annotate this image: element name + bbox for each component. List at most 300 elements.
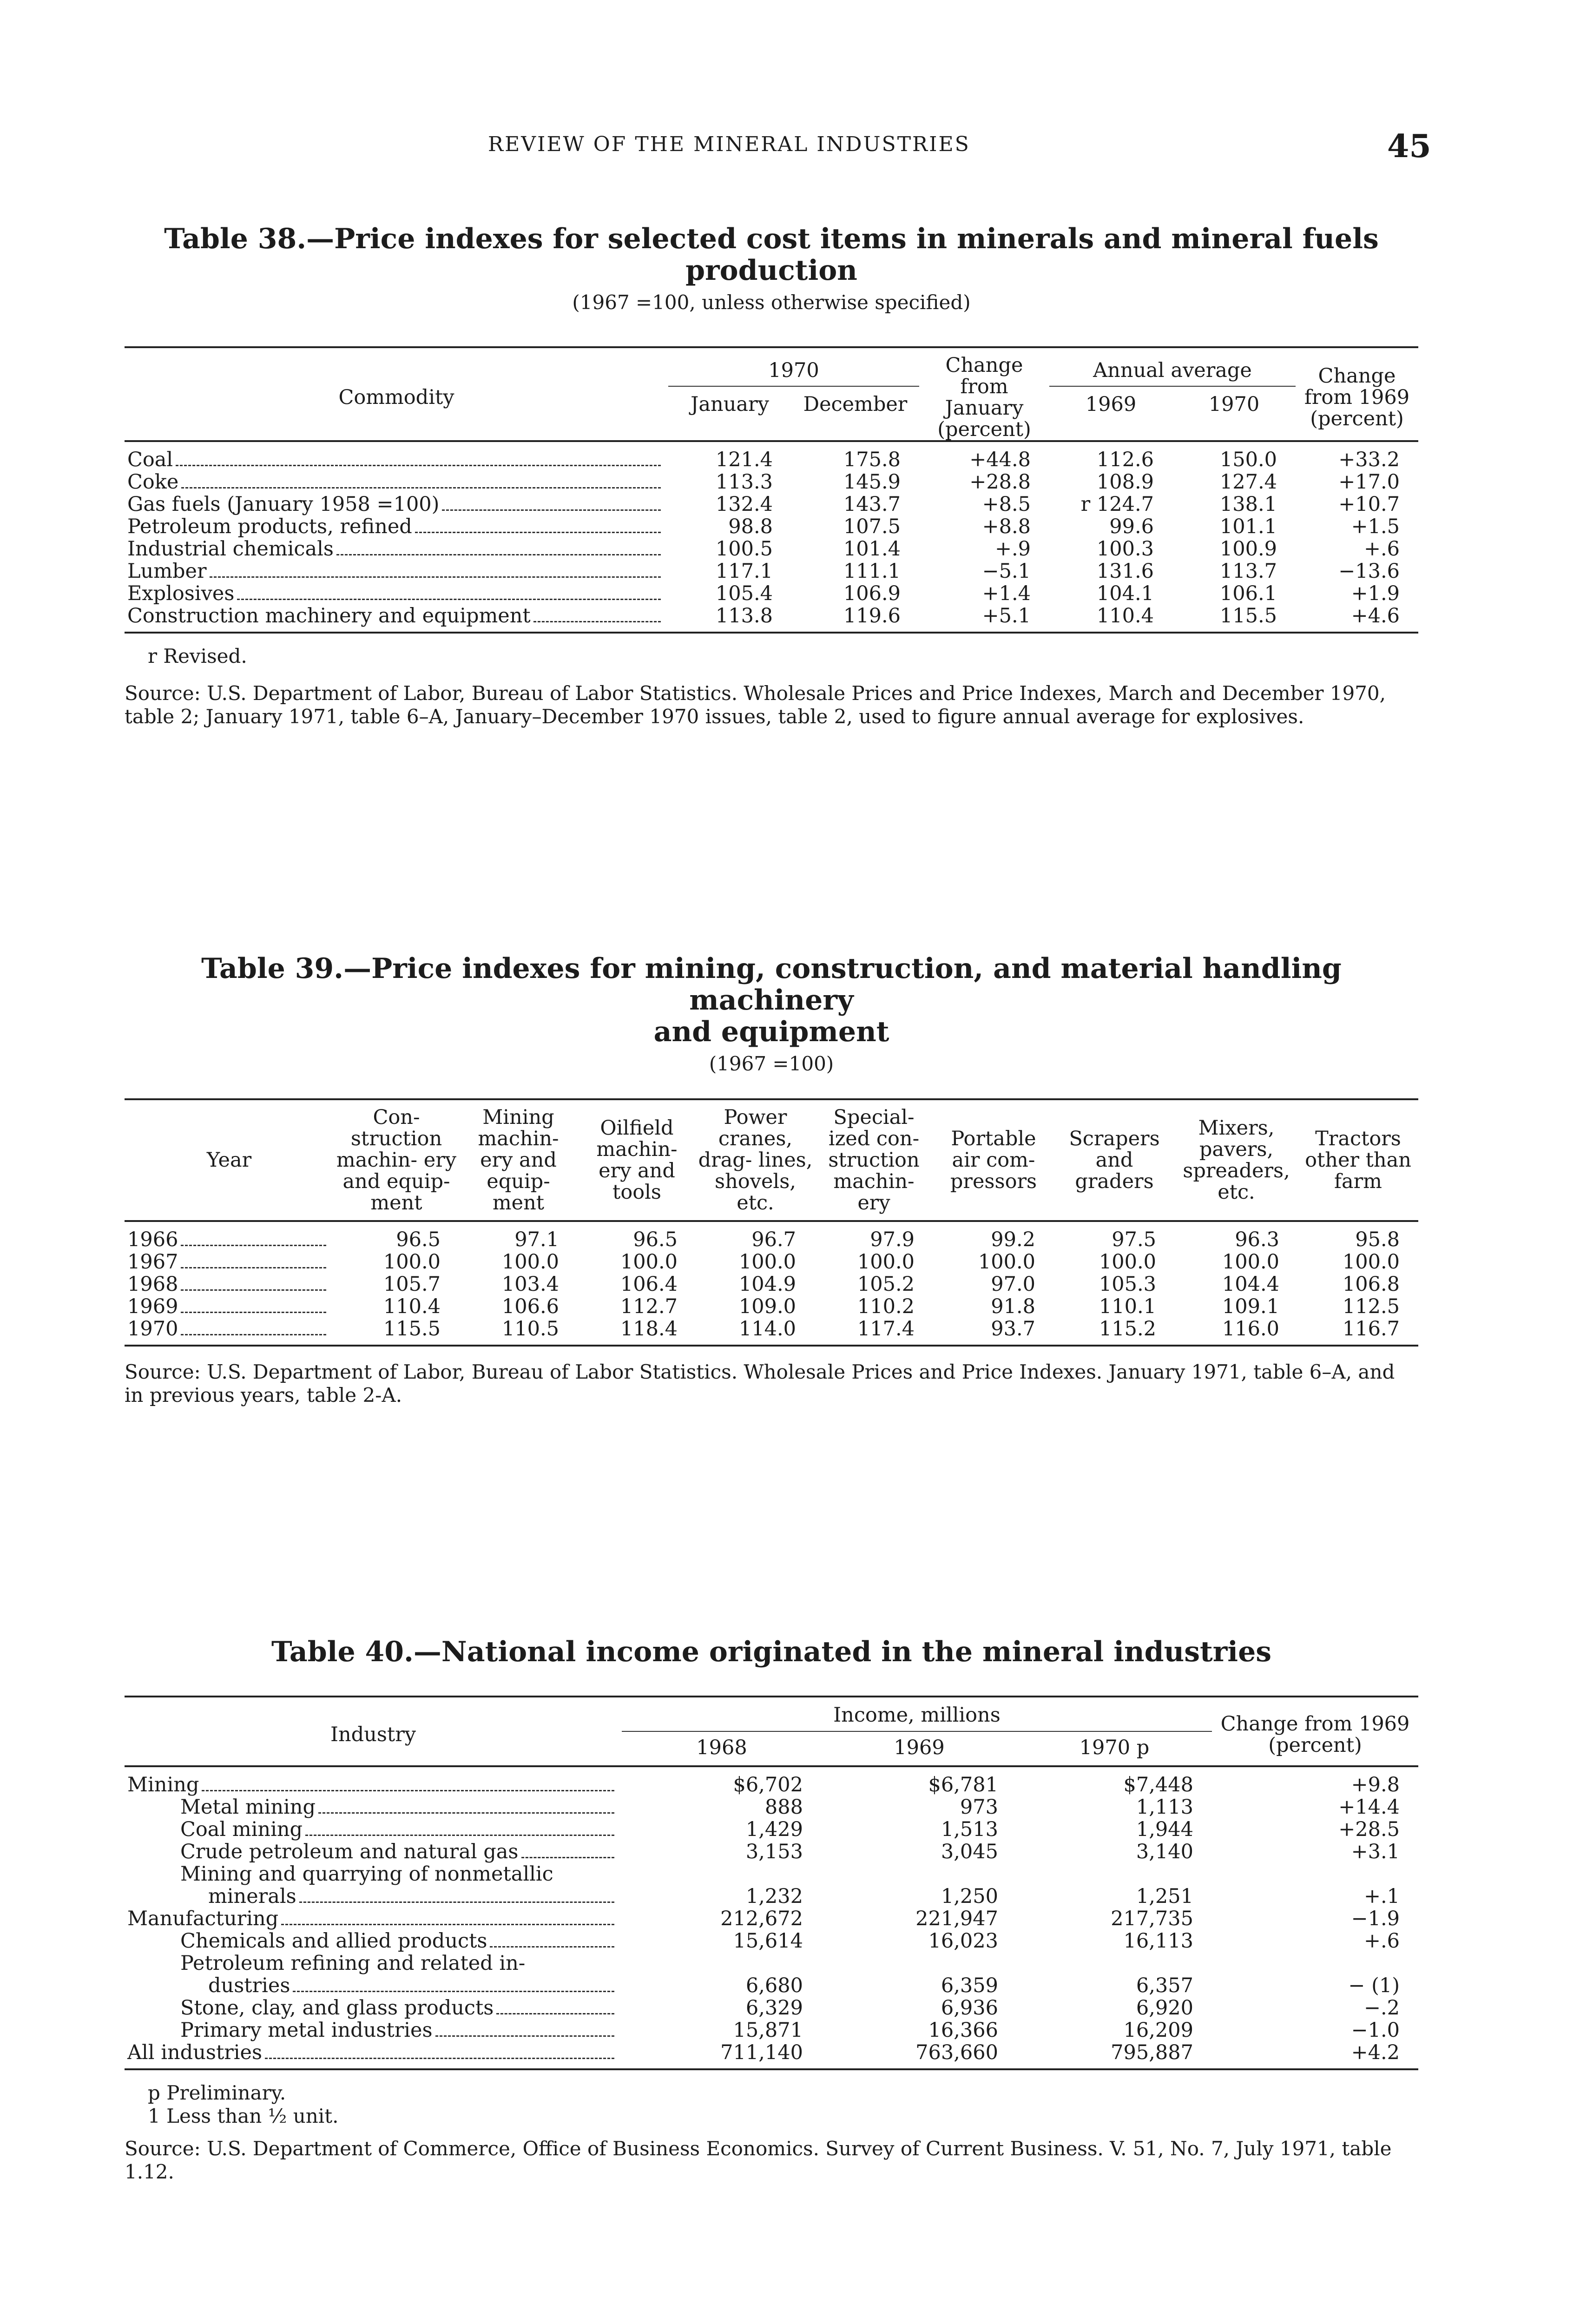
row-label	[125, 441, 668, 471]
cell-value: 97.1	[514, 1228, 559, 1251]
label-text: Lumber	[127, 560, 207, 583]
cell-c: $7,448	[1123, 1773, 1193, 1796]
cell-jan: 113.3	[715, 470, 773, 494]
table-39-subtitle: (1967 =100)	[709, 1052, 834, 1075]
cell-value: 100.0	[620, 1250, 678, 1274]
table-40-body	[125, 1766, 1418, 2069]
cell-a: 1,429	[745, 1818, 803, 1841]
cell-a69: 99.6	[1109, 515, 1154, 538]
table-row	[125, 1273, 1418, 1295]
cell-jan: 100.5	[715, 537, 773, 561]
table-row	[125, 441, 1418, 471]
label-with-leader	[127, 493, 665, 515]
cell-a: 15,614	[733, 1929, 803, 1953]
dot-leader	[415, 532, 661, 533]
label-with-leader	[127, 1774, 619, 1796]
cell-dec: 145.9	[843, 470, 901, 494]
cell-c	[1017, 1863, 1212, 1885]
table-row	[125, 560, 1418, 582]
header-col-3: Oilfield machin- ery and tools	[596, 1116, 678, 1204]
cell-d: +3.1	[1351, 1840, 1400, 1863]
row-label	[125, 1863, 622, 1885]
header-col-5: Special- ized con- struction machin- ery	[828, 1106, 920, 1215]
label-with-leader	[127, 449, 665, 471]
cell-chg: +.9	[994, 537, 1031, 561]
cell-value: 97.5	[1112, 1228, 1156, 1251]
cell-jan: 98.8	[728, 515, 773, 538]
label-text: minerals	[208, 1885, 296, 1908]
cell-chg: +5.1	[982, 604, 1031, 627]
header-1969: 1969	[894, 1736, 945, 1759]
label-text: 1967	[127, 1250, 178, 1274]
label-with-leader	[127, 1273, 331, 1295]
cell-value: 103.4	[501, 1273, 559, 1296]
table-row	[125, 1974, 1418, 1997]
cell-value: 106.6	[501, 1295, 559, 1318]
label-with-leader	[180, 1863, 619, 1885]
label-with-leader	[127, 538, 665, 560]
header-change-from-1969: Change from 1969 (percent)	[1304, 364, 1410, 430]
table-38-notes	[125, 645, 1418, 728]
label-text: Mining and quarrying of nonmetallic	[180, 1862, 553, 1886]
table-39-title-line2: and equipment	[653, 1016, 889, 1048]
row-label	[125, 1908, 622, 1930]
label-with-leader	[127, 515, 665, 538]
cell-value: 105.2	[857, 1273, 915, 1296]
header-1970: 1970	[668, 347, 919, 386]
cell-value: 105.7	[383, 1273, 441, 1296]
table-row	[125, 1930, 1418, 1952]
cell-b	[822, 1952, 1017, 1974]
cell-a: 15,871	[733, 2019, 803, 2042]
cell-value: 100.0	[383, 1250, 441, 1274]
dot-leader	[265, 2058, 614, 2059]
dot-leader	[490, 1946, 614, 1948]
running-head	[0, 128, 1580, 165]
header-col-0: Year	[206, 1149, 252, 1172]
label-with-leader	[127, 1318, 331, 1340]
row-label	[125, 538, 668, 560]
table-row	[125, 605, 1418, 633]
row-label	[125, 1796, 622, 1818]
dot-leader	[336, 554, 661, 555]
cell-value: 112.7	[620, 1295, 678, 1318]
label-text: All industries	[127, 2041, 263, 2064]
cell-chg: +44.8	[969, 448, 1031, 471]
table-39-title-line1: Table 39.—Price indexes for mining, construction, and material handling machinery	[201, 952, 1342, 1017]
cell-dec: 175.8	[843, 448, 901, 471]
cell-chg69: +4.6	[1351, 604, 1400, 627]
cell-a69: 112.6	[1096, 448, 1154, 471]
cell-a70: 101.1	[1219, 515, 1277, 538]
table-40-notes	[125, 2081, 1418, 2184]
cell-b: 6,359	[941, 1974, 998, 1997]
cell-b: $6,781	[928, 1773, 998, 1796]
label-text: Coal mining	[180, 1818, 303, 1841]
cell-jan: 121.4	[715, 448, 773, 471]
table-row	[125, 1766, 1418, 1796]
cell-c: 1,113	[1136, 1796, 1193, 1819]
dot-leader	[181, 487, 661, 489]
cell-value: 115.5	[383, 1317, 441, 1340]
cell-a70: 138.1	[1219, 493, 1277, 516]
cell-value: 100.0	[1099, 1250, 1156, 1274]
row-label	[125, 493, 668, 515]
cell-d: −1.9	[1351, 1907, 1400, 1930]
cell-a70: 127.4	[1219, 470, 1277, 494]
cell-value: 97.9	[870, 1228, 915, 1251]
cell-chg: −5.1	[982, 560, 1031, 583]
label-with-leader	[180, 1952, 619, 1974]
cell-a: 212,672	[720, 1907, 803, 1930]
cell-a: 1,232	[745, 1885, 803, 1908]
cell-d: − (1)	[1348, 1974, 1400, 1997]
cell-d	[1212, 1863, 1418, 1885]
label-with-leader	[127, 1908, 619, 1930]
table-40-source: Source: U.S. Department of Commerce, Office of Business Economics. Survey of Current Business. V. 51, No. 7, July 1971, table 1.12.	[125, 2137, 1392, 2183]
dot-leader	[281, 1924, 614, 1925]
cell-value: 110.4	[383, 1295, 441, 1318]
label-with-leader	[127, 605, 665, 627]
cell-a	[622, 1863, 822, 1885]
table-row	[125, 1818, 1418, 1841]
cell-b: 6,936	[941, 1996, 998, 2020]
row-label	[125, 1318, 334, 1346]
row-label	[125, 471, 668, 493]
dot-leader	[435, 2035, 614, 2037]
cell-a: 888	[764, 1796, 803, 1819]
label-text: Coal	[127, 448, 173, 471]
label-text: Construction machinery and equipment	[127, 604, 531, 627]
label-text: Stone, clay, and glass products	[180, 1996, 494, 2020]
cell-value: 97.0	[991, 1273, 1035, 1296]
cell-value: 106.8	[1342, 1273, 1400, 1296]
label-with-leader	[127, 1295, 331, 1318]
table-row	[125, 538, 1418, 560]
label-text: Crude petroleum and natural gas	[180, 1840, 519, 1863]
cell-c: 1,944	[1136, 1818, 1193, 1841]
cell-d: −.2	[1363, 1996, 1400, 2020]
cell-d: +.6	[1363, 1929, 1400, 1953]
cell-a70: 100.9	[1219, 537, 1277, 561]
note-less-than-half: 1 Less than ½ unit.	[148, 2105, 339, 2127]
label-with-leader	[180, 1930, 619, 1952]
label-with-leader	[208, 1885, 619, 1908]
row-label	[125, 560, 668, 582]
header-1968: 1968	[696, 1736, 747, 1759]
cell-dec: 143.7	[843, 493, 901, 516]
cell-value: 93.7	[991, 1317, 1035, 1340]
table-row	[125, 1908, 1418, 1930]
dot-leader	[181, 1334, 326, 1335]
header-1970: 1970 p	[1079, 1736, 1150, 1759]
cell-chg69: +10.7	[1338, 493, 1400, 516]
row-label	[125, 1952, 622, 1974]
cell-c: 16,113	[1123, 1929, 1193, 1953]
cell-chg69: +17.0	[1338, 470, 1400, 494]
label-text: Mining	[127, 1773, 199, 1796]
label-text: Coke	[127, 470, 179, 494]
label-with-leader	[180, 1997, 619, 2019]
label-text: Petroleum products, refined	[127, 515, 412, 538]
label-text: 1970	[127, 1317, 178, 1340]
table-38-subtitle: (1967 =100, unless otherwise specified)	[572, 291, 971, 314]
table-38-body	[125, 441, 1418, 633]
cell-value: 115.2	[1099, 1317, 1156, 1340]
table-40-title: Table 40.—National income originated in the mineral industries	[271, 1636, 1272, 1668]
cell-value: 100.0	[501, 1250, 559, 1274]
cell-b: 973	[960, 1796, 998, 1819]
cell-b	[822, 1863, 1017, 1885]
header-col-6: Portable air com- pressors	[950, 1127, 1037, 1193]
table-39-notes	[125, 1360, 1418, 1407]
table-38	[125, 223, 1418, 735]
cell-a70: 106.1	[1219, 582, 1277, 605]
cell-b: 3,045	[941, 1840, 998, 1863]
cell-value: 106.4	[620, 1273, 678, 1296]
header-col-4: Power cranes, drag- lines, shovels, etc.	[698, 1106, 813, 1215]
header-income-millions: Income, millions	[622, 1697, 1212, 1731]
header-january: January	[691, 392, 769, 416]
note-revised: r Revised.	[148, 645, 247, 667]
cell-value: 118.4	[620, 1317, 678, 1340]
table-row	[125, 582, 1418, 605]
cell-dec: 111.1	[843, 560, 901, 583]
label-text: Gas fuels (January 1958 =100)	[127, 493, 440, 516]
cell-value: 110.5	[501, 1317, 559, 1340]
dot-leader	[305, 1835, 614, 1836]
label-text: 1968	[127, 1273, 178, 1296]
label-with-leader	[180, 2019, 619, 2041]
label-with-leader	[180, 1796, 619, 1818]
cell-dec: 106.9	[843, 582, 901, 605]
cell-c	[1017, 1952, 1212, 1974]
cell-value: 100.0	[1222, 1250, 1279, 1274]
table-39-source: Source: U.S. Department of Labor, Bureau of Labor Statistics. Wholesale Prices and Price Indexes. January 1971, table 6–A, and in previous years, table 2-A.	[125, 1360, 1395, 1406]
cell-chg69: +.6	[1363, 537, 1400, 561]
row-label	[125, 1974, 622, 1997]
table-row	[125, 1251, 1418, 1273]
dot-leader	[181, 1267, 326, 1268]
dot-leader	[533, 621, 661, 622]
label-with-leader	[127, 560, 665, 582]
table-39-grid	[125, 1098, 1418, 1347]
table-row	[125, 1997, 1418, 2019]
cell-a69: 100.3	[1096, 537, 1154, 561]
dot-leader	[293, 1991, 614, 1992]
cell-jan: 117.1	[715, 560, 773, 583]
cell-chg69: +1.9	[1351, 582, 1400, 605]
table-row	[125, 471, 1418, 493]
label-text: dustries	[208, 1974, 290, 1997]
cell-value: 96.3	[1235, 1228, 1279, 1251]
cell-c: 795,887	[1111, 2041, 1193, 2064]
cell-value: 110.1	[1099, 1295, 1156, 1318]
cell-chg: +8.8	[982, 515, 1031, 538]
header-annual-average: Annual average	[1049, 347, 1296, 386]
cell-a69: 104.1	[1096, 582, 1154, 605]
cell-value: 100.0	[1342, 1250, 1400, 1274]
label-with-leader	[127, 471, 665, 493]
cell-value: 114.0	[738, 1317, 796, 1340]
cell-chg: +1.4	[982, 582, 1031, 605]
cell-d: +14.4	[1338, 1796, 1400, 1819]
dot-leader	[176, 465, 661, 466]
label-with-leader	[127, 2041, 619, 2064]
row-label	[125, 1930, 622, 1952]
label-with-leader	[180, 1818, 619, 1841]
dot-leader	[181, 1289, 326, 1291]
cell-d: +4.2	[1351, 2041, 1400, 2064]
label-with-leader	[208, 1974, 619, 1997]
table-40-grid	[125, 1696, 1418, 2070]
row-label	[125, 1251, 334, 1273]
row-label	[125, 1295, 334, 1318]
cell-c: 1,251	[1136, 1885, 1193, 1908]
cell-a70: 115.5	[1219, 604, 1277, 627]
cell-a: 711,140	[720, 2041, 803, 2064]
label-text: Petroleum refining and related in-	[180, 1952, 526, 1975]
row-label	[125, 2019, 622, 2041]
label-text: Metal mining	[180, 1796, 316, 1819]
header-change-from-1969: Change from 1969 (percent)	[1220, 1712, 1410, 1757]
row-label	[125, 1885, 622, 1908]
cell-value: 100.0	[857, 1250, 915, 1274]
page-number: 45	[1387, 128, 1431, 165]
row-label	[125, 1766, 622, 1796]
row-label	[125, 515, 668, 538]
dot-leader	[202, 1790, 614, 1791]
cell-value: 104.4	[1222, 1273, 1279, 1296]
table-38-source: Source: U.S. Department of Labor, Bureau of Labor Statistics. Wholesale Prices and Price Indexes, March and December 1970, table 2; January 1971, table 6–A, January–December 1970 issues, table 2, used to figure annual average for explosives.	[125, 682, 1386, 728]
table-39-body	[125, 1221, 1418, 1346]
cell-d: +9.8	[1351, 1773, 1400, 1796]
cell-c: 6,920	[1136, 1996, 1193, 2020]
label-with-leader	[127, 582, 665, 605]
label-text: Explosives	[127, 582, 235, 605]
cell-c: 217,735	[1111, 1907, 1193, 1930]
table-38-grid	[125, 346, 1418, 634]
row-label	[125, 1841, 622, 1863]
cell-d: +.1	[1363, 1885, 1400, 1908]
dot-leader	[496, 2013, 614, 2014]
label-with-leader	[127, 1251, 331, 1273]
cell-value: 117.4	[857, 1317, 915, 1340]
table-row	[125, 1841, 1418, 1863]
cell-value: 100.0	[978, 1250, 1035, 1274]
cell-value: 96.5	[396, 1228, 441, 1251]
cell-a69: 108.9	[1096, 470, 1154, 494]
cell-value: 99.2	[991, 1228, 1035, 1251]
cell-value: 109.0	[738, 1295, 796, 1318]
cell-a	[622, 1952, 822, 1974]
running-head-title: REVIEW OF THE MINERAL INDUSTRIES	[488, 132, 970, 156]
row-label	[125, 1221, 334, 1251]
cell-a70: 113.7	[1219, 560, 1277, 583]
header-commodity: Commodity	[338, 386, 454, 409]
cell-a: 3,153	[745, 1840, 803, 1863]
label-text: Industrial chemicals	[127, 537, 334, 561]
cell-chg69: +1.5	[1351, 515, 1400, 538]
dot-leader	[521, 1857, 615, 1858]
cell-dec: 107.5	[843, 515, 901, 538]
header-col-8: Mixers, pavers, spreaders, etc.	[1183, 1116, 1290, 1204]
cell-c: 16,209	[1123, 2019, 1193, 2042]
table-row	[125, 1885, 1418, 1908]
table-row	[125, 1863, 1418, 1885]
cell-value: 95.8	[1355, 1228, 1400, 1251]
cell-a69: r 124.7	[1080, 493, 1154, 516]
cell-b: 16,366	[928, 2019, 998, 2042]
table-row	[125, 493, 1418, 515]
cell-a: 6,680	[745, 1974, 803, 1997]
header-1970-avg: 1970	[1208, 392, 1260, 416]
cell-value: 105.3	[1099, 1273, 1156, 1296]
cell-d	[1212, 1952, 1418, 1974]
header-col-9: Tractors other than farm	[1305, 1127, 1411, 1193]
header-1969: 1969	[1085, 392, 1137, 416]
table-row	[125, 1295, 1418, 1318]
row-label	[125, 582, 668, 605]
row-label	[125, 1273, 334, 1295]
cell-value: 104.9	[738, 1273, 796, 1296]
cell-c: 6,357	[1136, 1974, 1193, 1997]
label-with-leader	[180, 1841, 619, 1863]
cell-value: 91.8	[991, 1295, 1035, 1318]
cell-jan: 113.8	[715, 604, 773, 627]
cell-dec: 119.6	[843, 604, 901, 627]
header-change-from-january: Change from January (percent)	[937, 354, 1031, 441]
label-text: 1966	[127, 1228, 178, 1251]
cell-value: 109.1	[1222, 1295, 1279, 1318]
header-col-2: Mining machin- ery and equip- ment	[478, 1106, 559, 1215]
table-38-title: Table 38.—Price indexes for selected cost items in minerals and mineral fuels production	[164, 223, 1379, 287]
cell-a69: 110.4	[1096, 604, 1154, 627]
label-text: Primary metal industries	[180, 2019, 433, 2042]
header-col-7: Scrapers and graders	[1069, 1127, 1160, 1193]
header-col-1: Con- struction machin- ery and equip- ment	[336, 1106, 457, 1215]
dot-leader	[210, 576, 661, 578]
label-with-leader	[127, 1228, 331, 1251]
cell-chg69: +33.2	[1338, 448, 1400, 471]
cell-jan: 132.4	[715, 493, 773, 516]
label-text: Chemicals and allied products	[180, 1929, 487, 1953]
cell-value: 112.5	[1342, 1295, 1400, 1318]
cell-b: 16,023	[928, 1929, 998, 1953]
table-row	[125, 1318, 1418, 1346]
cell-a69: 131.6	[1096, 560, 1154, 583]
table-39	[125, 953, 1418, 1413]
cell-value: 96.5	[633, 1228, 678, 1251]
row-label	[125, 1997, 622, 2019]
cell-value: 96.7	[751, 1228, 796, 1251]
cell-d: −1.0	[1351, 2019, 1400, 2042]
cell-value: 116.0	[1222, 1317, 1279, 1340]
cell-chg69: −13.6	[1338, 560, 1400, 583]
table-row	[125, 1796, 1418, 1818]
dot-leader	[181, 1312, 326, 1313]
cell-d: +28.5	[1338, 1818, 1400, 1841]
table-40	[125, 1636, 1418, 2190]
note-preliminary: p Preliminary.	[148, 2081, 286, 2104]
cell-b: 221,947	[915, 1907, 998, 1930]
header-december: December	[803, 392, 908, 416]
table-row	[125, 2019, 1418, 2041]
cell-value: 116.7	[1342, 1317, 1400, 1340]
cell-jan: 105.4	[715, 582, 773, 605]
cell-dec: 101.4	[843, 537, 901, 561]
cell-b: 1,513	[941, 1818, 998, 1841]
